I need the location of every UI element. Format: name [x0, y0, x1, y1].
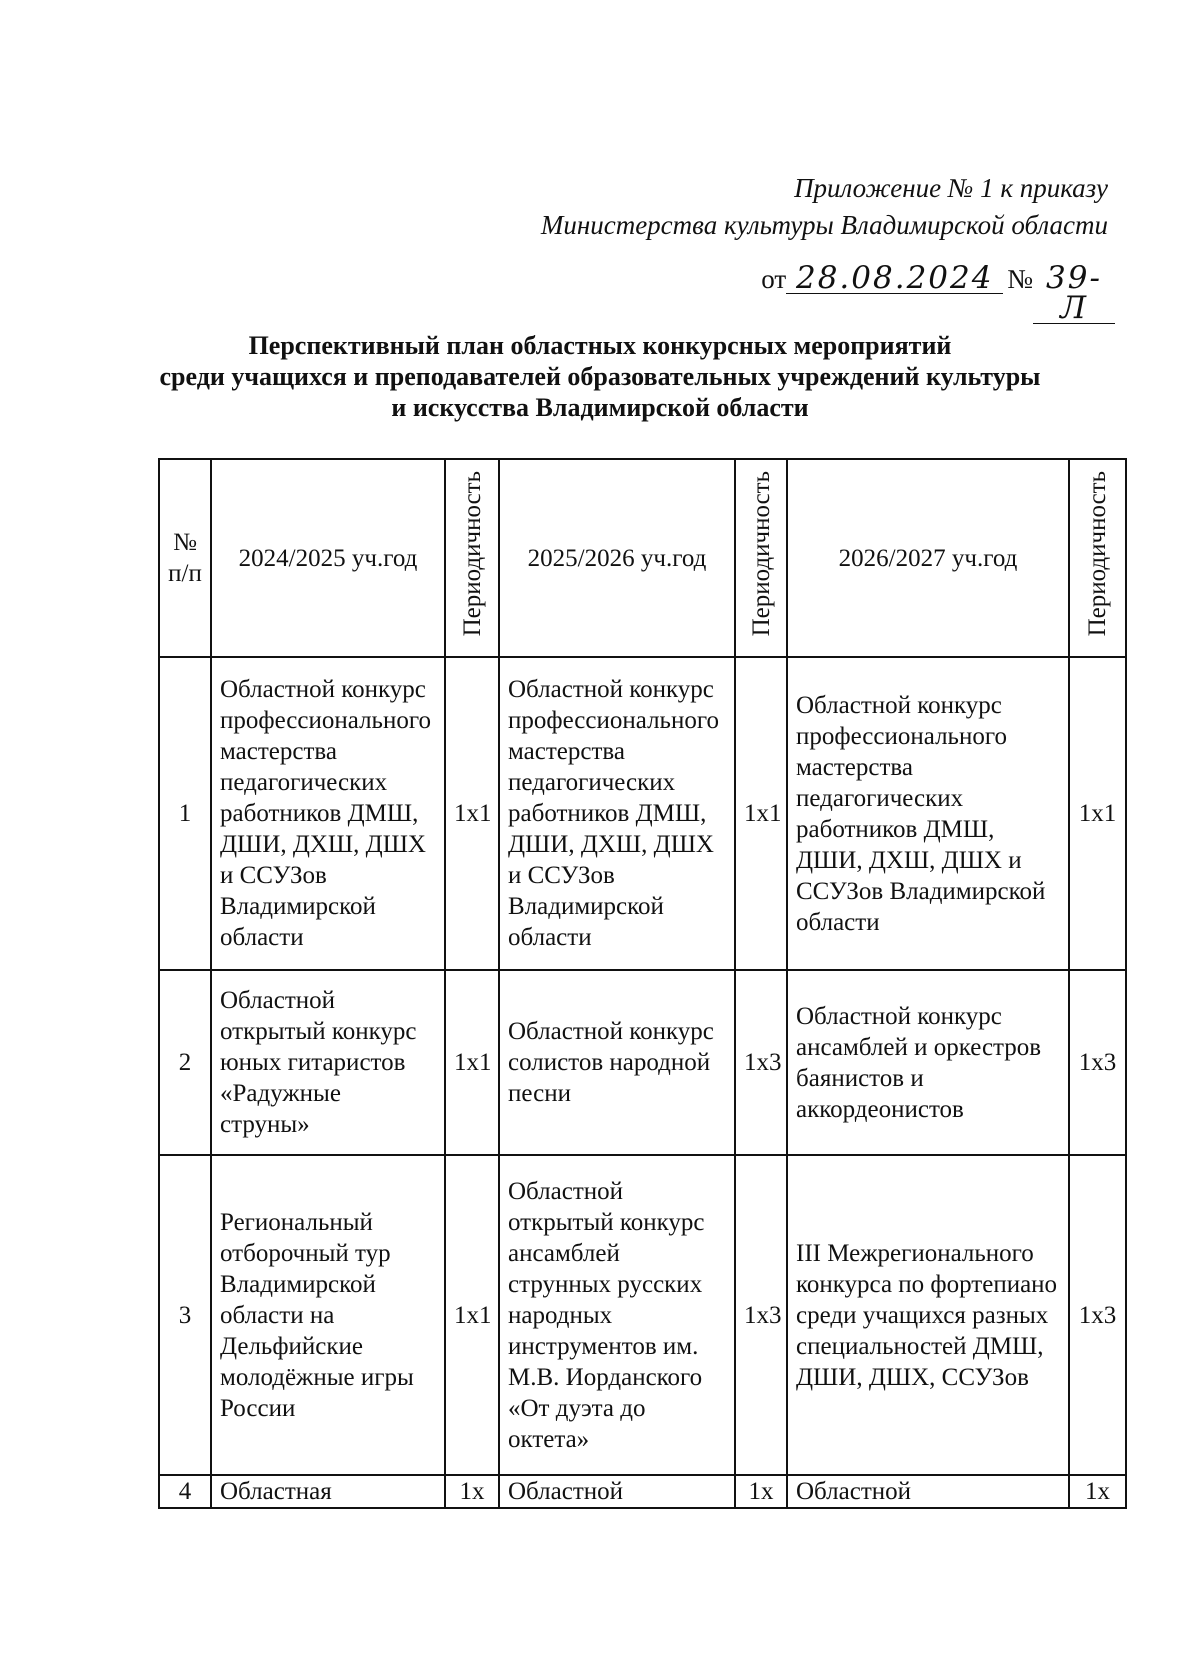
title-line-3: и искусства Владимирской области: [391, 393, 809, 422]
event-2026-2027: III Межрегионального конкурса по фортепиано среди учащихся разных специальностей ДМШ, ДШИ, ДШХ, ССУЗов: [787, 1155, 1069, 1475]
table-header-row: [159, 459, 1126, 657]
row-number: 3: [159, 1155, 211, 1475]
plan-table: [158, 458, 1127, 1509]
header-num: № п/п: [159, 459, 211, 657]
event-2025-2026: Областной конкурс солистов народной песни: [499, 970, 735, 1155]
order-date-handwritten: 28.08.2024: [786, 263, 1003, 294]
event-2026-2027: Областной конкурс профессионального мастерства педагогических работников ДМШ, ДШИ, ДХШ, ДШХ и ССУЗов Владимирской области: [787, 657, 1069, 970]
event-2025-2026: Областной: [499, 1475, 735, 1508]
periodicity-cell: 1х1: [1069, 657, 1126, 970]
table-row: [159, 657, 1126, 970]
event-2025-2026: Областной открытый конкурс ансамблей струнных русских народных инструментов им. М.В. Иорданского «От дуэта до октета»: [499, 1155, 735, 1475]
appendix-line-1: Приложение № 1 к приказу: [794, 173, 1108, 203]
periodicity-cell: 1х: [445, 1475, 499, 1508]
table-row: [159, 970, 1126, 1155]
order-number-label: №: [1007, 264, 1033, 294]
table-row: [159, 1155, 1126, 1475]
periodicity-cell: 1х: [735, 1475, 787, 1508]
event-2024-2025: Региональный отборочный тур Владимирской области на Дельфийские молодёжные игры России: [211, 1155, 445, 1475]
periodicity-cell: 1х3: [1069, 970, 1126, 1155]
header-year-2026-2027: 2026/2027 уч.год: [787, 459, 1069, 657]
order-reference: [761, 260, 1115, 326]
appendix-line-2: Министерства культуры Владимирской области: [540, 210, 1108, 240]
title-line-2: среди учащихся и преподавателей образовательных учреждений культуры: [159, 362, 1041, 391]
row-number: 2: [159, 970, 211, 1155]
periodicity-cell: 1х3: [1069, 1155, 1126, 1475]
periodicity-cell: 1х1: [445, 657, 499, 970]
order-number-handwritten: 39-Л: [1033, 263, 1115, 324]
periodicity-cell: 1х1: [735, 657, 787, 970]
periodicity-cell: 1х3: [735, 970, 787, 1155]
event-2024-2025: Областной открытый конкурс юных гитаристов «Радужные струны»: [211, 970, 445, 1155]
event-2024-2025: Областная: [211, 1475, 445, 1508]
event-2026-2027: Областной: [787, 1475, 1069, 1508]
appendix-note: [541, 170, 1108, 244]
row-number: 4: [159, 1475, 211, 1508]
title-line-1: Перспективный план областных конкурсных мероприятий: [248, 331, 952, 360]
event-2026-2027: Областной конкурс ансамблей и оркестров баянистов и аккордеонистов: [787, 970, 1069, 1155]
periodicity-cell: 1х1: [445, 1155, 499, 1475]
periodicity-cell: 1х: [1069, 1475, 1126, 1508]
periodicity-cell: 1х3: [735, 1155, 787, 1475]
table-row: [159, 1475, 1126, 1508]
header-periodicity-3: Периодичность: [1069, 459, 1126, 657]
event-2024-2025: Областной конкурс профессионального мастерства педагогических работников ДМШ, ДШИ, ДХШ, ДШХ и ССУЗов Владимирской области: [211, 657, 445, 970]
header-year-2024-2025: 2024/2025 уч.год: [211, 459, 445, 657]
document-title: [0, 330, 1200, 423]
header-periodicity-2: Периодичность: [735, 459, 787, 657]
row-number: 1: [159, 657, 211, 970]
header-periodicity-1: Периодичность: [445, 459, 499, 657]
event-2025-2026: Областной конкурс профессионального мастерства педагогических работников ДМШ, ДШИ, ДХШ, ДШХ и ССУЗов Владимирской области: [499, 657, 735, 970]
order-prefix: от: [761, 264, 787, 294]
periodicity-cell: 1х1: [445, 970, 499, 1155]
header-year-2025-2026: 2025/2026 уч.год: [499, 459, 735, 657]
